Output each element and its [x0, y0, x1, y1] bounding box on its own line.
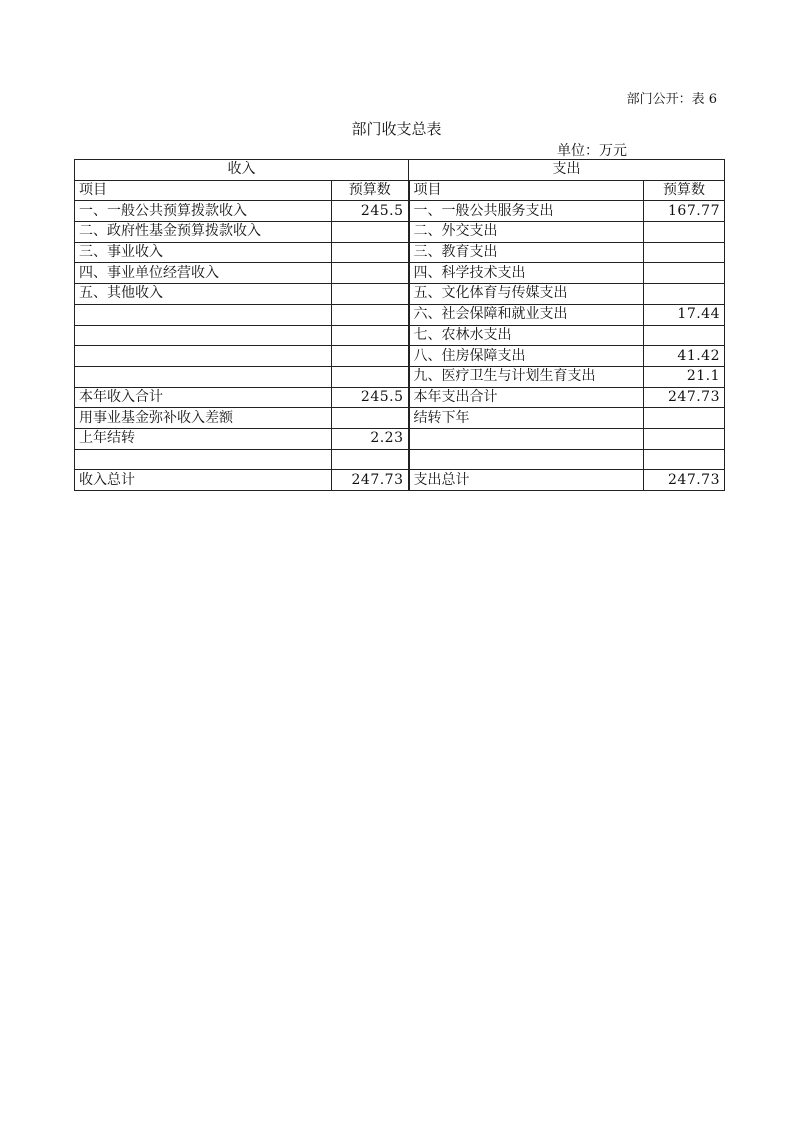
- table-row: [75, 263, 725, 284]
- income-budget-cell: [332, 222, 409, 243]
- income-item-cell: 二、政府性基金预算拨款收入: [75, 222, 332, 243]
- expense-item-cell: 二、外交支出: [409, 222, 644, 243]
- income-budget-cell: [332, 325, 409, 346]
- expense-budget-header: 预算数: [644, 180, 725, 201]
- expense-item-cell: 七、农林水支出: [409, 325, 644, 346]
- expense-budget-cell: 41.42: [644, 346, 725, 367]
- table-row: [75, 387, 725, 408]
- expense-budget-cell: [644, 449, 725, 470]
- page-reference: 部门公开：表 6: [626, 92, 717, 107]
- table-row: [75, 408, 725, 429]
- table-row: [75, 366, 725, 387]
- expense-item-cell: 六、社会保障和就业支出: [409, 304, 644, 325]
- expense-budget-cell: [644, 263, 725, 284]
- expense-item-cell: 结转下年: [409, 408, 644, 429]
- expense-budget-cell: [644, 325, 725, 346]
- page-title: 部门收支总表: [351, 120, 442, 138]
- income-item-cell: [75, 325, 332, 346]
- revenue-expenditure-table: [74, 159, 725, 491]
- expense-item-header: 项目: [409, 180, 644, 201]
- unit-label: 单位：万元: [557, 143, 627, 159]
- table-row: [75, 346, 725, 367]
- income-budget-cell: 245.5: [332, 387, 409, 408]
- income-item-cell: [75, 449, 332, 470]
- income-item-cell: 五、其他收入: [75, 284, 332, 305]
- income-budget-cell: [332, 408, 409, 429]
- expense-budget-cell: 247.73: [644, 470, 725, 491]
- expense-budget-cell: 247.73: [644, 387, 725, 408]
- table-row: [75, 325, 725, 346]
- expense-item-cell: 五、文化体育与传媒支出: [409, 284, 644, 305]
- income-budget-cell: [332, 263, 409, 284]
- expense-item-cell: 支出总计: [409, 470, 644, 491]
- income-item-cell: 一、一般公共预算拨款收入: [75, 201, 332, 222]
- income-budget-cell: [332, 304, 409, 325]
- expense-item-cell: 四、科学技术支出: [409, 263, 644, 284]
- table-row: [75, 242, 725, 263]
- expense-item-cell: 八、住房保障支出: [409, 346, 644, 367]
- income-item-cell: 本年收入合计: [75, 387, 332, 408]
- income-budget-cell: [332, 366, 409, 387]
- table-row: [75, 449, 725, 470]
- table-header-row: [75, 160, 725, 181]
- income-item-header: 项目: [75, 180, 332, 201]
- income-item-cell: 三、事业收入: [75, 242, 332, 263]
- income-item-cell: 用事业基金弥补收入差额: [75, 408, 332, 429]
- income-budget-cell: 247.73: [332, 470, 409, 491]
- expense-item-cell: 九、医疗卫生与计划生育支出: [409, 366, 644, 387]
- income-budget-cell: 2.23: [332, 428, 409, 449]
- expense-budget-cell: [644, 242, 725, 263]
- expense-budget-cell: [644, 222, 725, 243]
- expense-item-cell: [409, 428, 644, 449]
- table-subheader-row: [75, 180, 725, 201]
- income-item-cell: 收入总计: [75, 470, 332, 491]
- table-row: [75, 284, 725, 305]
- income-budget-cell: [332, 284, 409, 305]
- income-item-cell: 上年结转: [75, 428, 332, 449]
- income-header: 收入: [75, 160, 409, 181]
- expense-budget-cell: 167.77: [644, 201, 725, 222]
- table-row: [75, 428, 725, 449]
- table-row: [75, 304, 725, 325]
- income-item-cell: [75, 346, 332, 367]
- income-budget-cell: [332, 242, 409, 263]
- table-row: [75, 222, 725, 243]
- income-budget-header: 预算数: [332, 180, 409, 201]
- income-budget-cell: [332, 449, 409, 470]
- income-budget-cell: 245.5: [332, 201, 409, 222]
- expense-header: 支出: [409, 160, 725, 181]
- expense-budget-cell: 17.44: [644, 304, 725, 325]
- expense-item-cell: 一、一般公共服务支出: [409, 201, 644, 222]
- expense-budget-cell: [644, 428, 725, 449]
- income-budget-cell: [332, 346, 409, 367]
- expense-item-cell: 本年支出合计: [409, 387, 644, 408]
- expense-item-cell: 三、教育支出: [409, 242, 644, 263]
- expense-budget-cell: [644, 284, 725, 305]
- income-item-cell: [75, 304, 332, 325]
- income-item-cell: [75, 366, 332, 387]
- income-item-cell: 四、事业单位经营收入: [75, 263, 332, 284]
- table-row: [75, 470, 725, 491]
- expense-budget-cell: [644, 408, 725, 429]
- expense-item-cell: [409, 449, 644, 470]
- expense-budget-cell: 21.1: [644, 366, 725, 387]
- table-row: [75, 201, 725, 222]
